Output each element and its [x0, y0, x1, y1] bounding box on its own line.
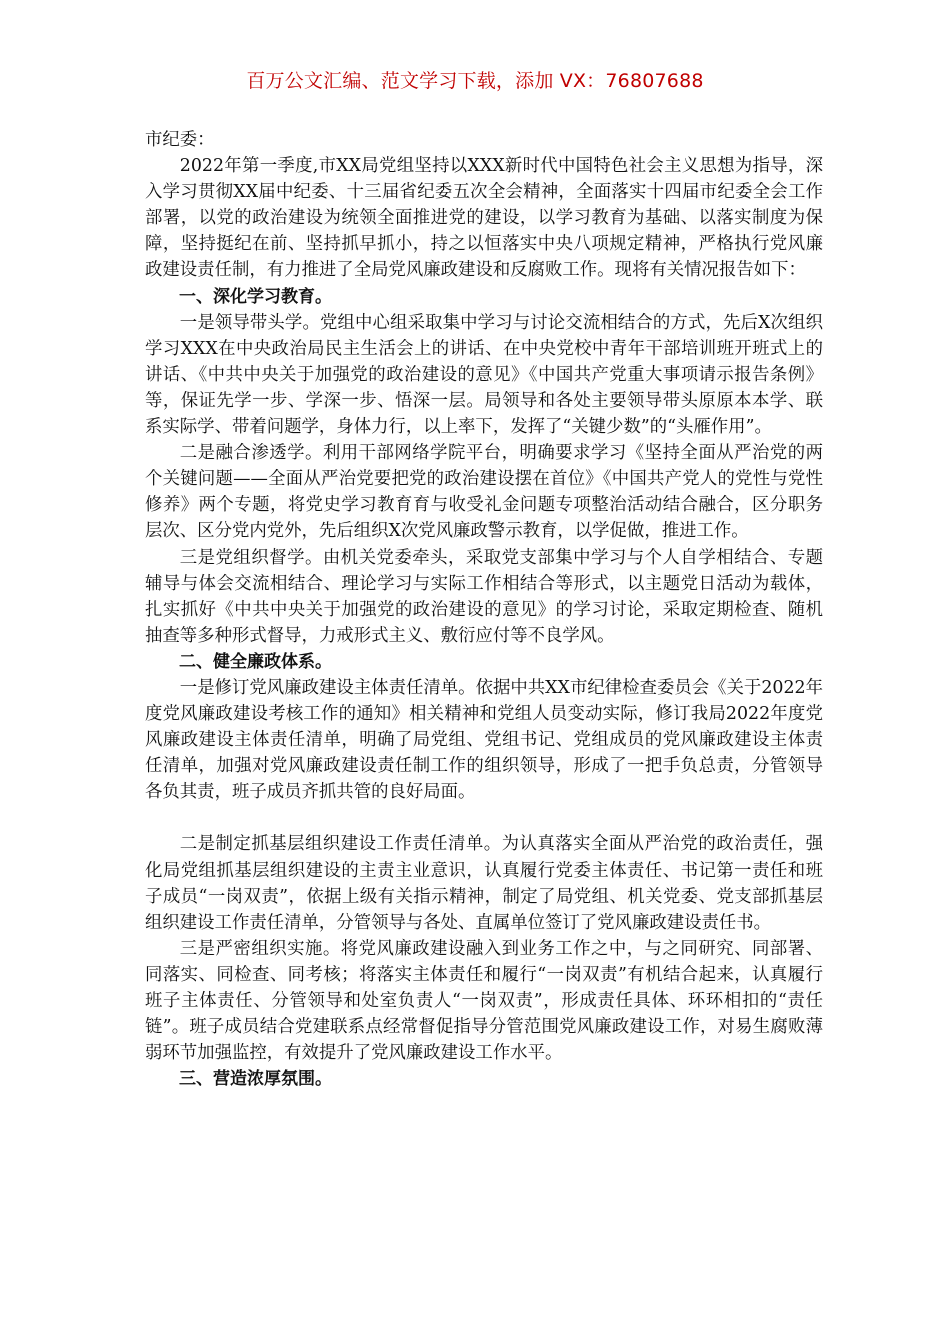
- section-2-paragraph-3: 三是严密组织实施。将党风廉政建设融入到业务工作之中，与之同研究、同部署、同落实、同检查、同考核；将落实主体责任和履行“一岗双责”有机结合起来，认真履行班子主体责任、分管领导和处室负责人“一岗双责”，形成责任具体、环环相扣的“责任链”。班子成员结合党建联系点经常督促指导分管范围党风廉政建设工作，对易生腐败薄弱环节加强监控，有效提升了党风廉政建设工作水平。: [145, 938, 823, 1064]
- section-1-paragraph-3: 三是党组织督学。由机关党委牵头，采取党支部集中学习与个人自学相结合、专题辅导与体会交流相结合、理论学习与实际工作相结合等形式，以主题党日活动为载体，扎实抓好《中共中央关于加强党的政治建设的意见》的学习讨论，采取定期检查、随机抽查等多种形式督导，力戒形式主义、敷衍应付等不良学风。: [145, 547, 823, 646]
- section-2-paragraph-1: 一是修订党风廉政建设主体责任清单。依据中共XX市纪律检查委员会《关于2022年度党风廉政建设考核工作的通知》相关精神和党组人员变动实际，修订我局2022年度党风廉政建设主体责任清单，明确了局党组、党组书记、党组成员的党风廉政建设主体责任清单，加强对党风廉政建设责任制工作的组织领导，形成了一把手负总责，分管领导各负其责，班子成员齐抓共管的良好局面。: [145, 677, 823, 803]
- section-1-heading: 一、深化学习教育。: [179, 286, 332, 307]
- watermark-header: 百万公文汇编、范文学习下载，添加 VX：76807688: [246, 70, 704, 92]
- section-1-paragraph-2: 二是融合渗透学。利用干部网络学院平台，明确要求学习《坚持全面从严治党的两个关键问题——全面从严治党要把党的政治建设摆在首位》《中国共产党人的党性与党性修养》两个专题，将党史学习教育育与收受礼金问题专项整治活动结合融合，区分职务层次、区分党内党外，先后组织X次党风廉政警示教育，以学促做，推进工作。: [145, 443, 823, 542]
- document-body: [145, 127, 823, 1092]
- section-2-paragraph-2: 二是制定抓基层组织建设工作责任清单。为认真落实全面从严治党的政治责任，强化局党组抓基层组织建设的主责主业意识，认真履行党委主体责任、书记第一责任和班子成员“一岗双责”，依据上级有关指示精神，制定了局党组、机关党委、党支部抓基层组织建设工作责任清单，分管领导与各处、直属单位签订了党风廉政建设责任书。: [145, 834, 823, 933]
- intro-paragraph: 2022年第一季度,市XX局党组坚持以XXX新时代中国特色社会主义思想为指导，深入学习贯彻XX届中纪委、十三届省纪委五次全会精神，全面落实十四届市纪委全会工作部署，以党的政治建设为统领全面推进党的建设，以学习教育为基础、以落实制度为保障，坚持挺纪在前、坚持抓早抓小，持之以恒落实中央八项规定精神，严格执行党风廉政建设责任制，有力推进了全局党风廉政建设和反腐败工作。现将有关情况报告如下：: [145, 156, 823, 281]
- section-3-heading: 三、营造浓厚氛围。: [179, 1069, 332, 1090]
- section-1-paragraph-1: 一是领导带头学。党组中心组采取集中学习与讨论交流相结合的方式，先后X次组织学习XXX在中央政治局民主生活会上的讲话、在中央党校中青年干部培训班开班式上的讲话、《中共中央关于加强党的政治建设的意见》《中国共产党重大事项请示报告条例》等，保证先学一步、学深一步、悟深一层。局领导和各处主要领导带头原原本本学、联系实际学、带着问题学，身体力行，以上率下，发挥了“关键少数”的“头雁作用”。: [145, 312, 823, 438]
- salutation: 市纪委：: [145, 130, 215, 150]
- section-2-heading: 二、健全廉政体系。: [179, 651, 332, 672]
